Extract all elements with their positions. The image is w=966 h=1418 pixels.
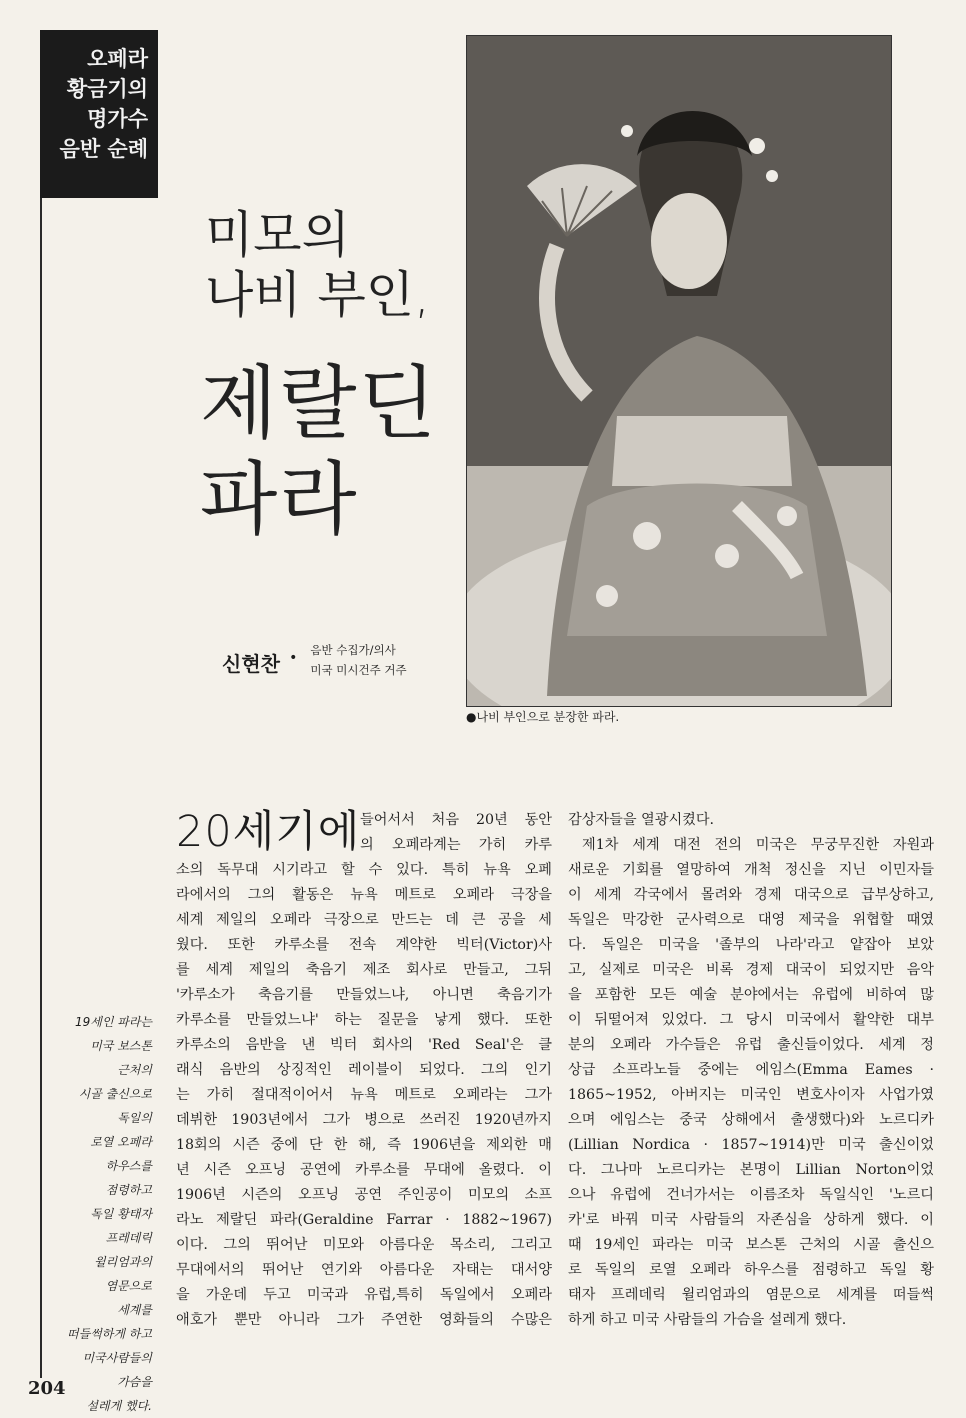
series-title-box: [40, 30, 158, 198]
pull-quote-line: 점령하고: [105, 1183, 152, 1197]
author-info: [310, 640, 406, 680]
text-line: 무대에서의 뛰어난 연기와 아름다운 자태는 대서양: [176, 1262, 552, 1278]
text-line: 년 시즌 오프닝 공연에 카루소를 무대에 올렸다. 이: [176, 1162, 552, 1178]
pull-quote-line: 세계를: [117, 1303, 152, 1317]
text-line: 때 19세인 파라는 미국 보스톤 근처의 시골 출신으: [568, 1237, 934, 1253]
text-line: 새로운 기회를 열망하여 개척 정신을 지닌 이민자들: [568, 862, 934, 878]
pull-quote-line: 로열 오페라: [90, 1135, 152, 1149]
text-line: 세계 제일의 오페라 극장으로 만드는 데 큰 공을 세: [176, 912, 552, 928]
article-dropcap: 20세기에: [176, 807, 361, 857]
pull-quote-line: 설레게 했다.: [86, 1399, 152, 1413]
text-line: 이 뒤떨어져 있었다. 그 당시 미국에서 활약한 대부: [568, 1012, 934, 1028]
author-role: 음반 수집가/의사: [310, 643, 396, 657]
text-line: 애호가 뿐만 아니라 그가 주연한 영화들의 수많은: [176, 1312, 552, 1328]
text-line: 이다. 그의 뛰어난 미모와 아름다운 목소리, 그리고: [176, 1237, 552, 1253]
article-column-1: [176, 858, 552, 1333]
text-line: 의 오페라계는 가히 카루: [360, 837, 552, 853]
pull-quote-line: 하우스를: [105, 1159, 152, 1173]
portrait-illustration: [467, 36, 891, 706]
text-line: 다. 독일은 미국을 '졸부의 나라'라고 얕잡아 보았: [568, 937, 934, 953]
pull-quote-line: 19세인 파라는: [74, 1015, 152, 1029]
text-line: 1865~1952, 아버지는 미국인 변호사이자 사업가였: [568, 1087, 934, 1103]
series-title-line: 명가수: [87, 107, 148, 131]
text-line: 하게 하고 미국 사람들의 가슴을 설레게 했다.: [568, 1312, 847, 1328]
pull-quote-line: 근처의: [117, 1063, 152, 1077]
title-name-line-2: 파라: [200, 453, 359, 546]
text-line: 카루소를 만들었느냐' 하는 질문을 낳게 했다. 또한: [176, 1012, 552, 1028]
text-line: 로 독일의 로열 오페라 하우스를 점령하고 독일 황: [568, 1262, 934, 1278]
text-line: 카루소의 음반을 낸 빅터 회사의 'Red Seal'은 클: [176, 1037, 552, 1053]
pull-quote-line: 미국 보스톤: [90, 1039, 152, 1053]
pull-quote-line: 떠들썩하게 하고: [67, 1327, 152, 1341]
text-line: 라에서의 그의 활동은 뉴욕 메트로 오페라 극장을: [176, 887, 552, 903]
text-line: 을 가운데 두고 미국과 유럽,특히 독일에서 오페라: [176, 1287, 552, 1303]
author-location: 미국 미시건주 거주: [310, 663, 407, 677]
text-line: 을 포함한 모든 예술 분야에서는 유럽에 비하여 많: [568, 987, 934, 1003]
author-byline: [222, 640, 407, 680]
text-line: 웠다. 또한 카루소를 전속 계약한 빅터(Victor)사: [176, 937, 552, 953]
series-title-line: 오페라: [87, 47, 148, 71]
portrait-photo: [466, 35, 892, 707]
title-line-1: 미모의: [205, 206, 350, 264]
series-title-line: 음반 순례: [59, 137, 148, 161]
text-line: (Lillian Nordica · 1857~1914)만 미국 출신이었: [568, 1137, 934, 1153]
text-line: 를 세계 제일의 축음기 제조 회사로 만들고, 그뒤: [176, 962, 552, 978]
text-line: 태자 프레데릭 윌리엄과의 염문으로 세계를 떠들썩: [568, 1287, 934, 1303]
page-number: 204: [28, 1378, 66, 1399]
pull-quote-line: 윌리엄과의: [94, 1255, 152, 1269]
pull-quote-line: 염문으로: [105, 1279, 152, 1293]
text-line: 데뷔한 1903년에서 그가 병으로 쓰러진 1920년까지: [176, 1112, 552, 1128]
article-column-1-intro: [360, 808, 552, 858]
text-line: 으며 에임스는 중국 상해에서 출생했다)와 노르디카: [568, 1112, 934, 1128]
author-name: 신현찬: [222, 652, 280, 676]
text-line: 제1차 세계 대전 전의 미국은 무궁무진한 자원과: [582, 837, 934, 853]
text-line: 는 가히 절대적이어서 뉴욕 메트로 오페라는 그가: [176, 1087, 552, 1103]
text-line: 18회의 시즌 중에 단 한 해, 즉 1906년을 제외한 매: [176, 1137, 552, 1153]
left-divider-rule: [40, 198, 42, 1378]
text-line: 라노 제랄딘 파라(Geraldine Farrar · 1882~1967): [176, 1212, 552, 1228]
text-line: 이 세계 각국에서 몰려와 경제 대국으로 급부상하고,: [568, 887, 934, 903]
text-line: 들어서서 처음 20년 동안: [360, 812, 552, 828]
series-title-line: 황금기의: [66, 77, 148, 101]
pull-quote-line: 시골 출신으로: [78, 1087, 152, 1101]
text-line: 고, 실제로 미국은 비록 경제 대국이 되었지만 음악: [568, 962, 934, 978]
text-line: 분의 오페라 가수들은 유럽 출신들이었다. 세계 정: [568, 1037, 934, 1053]
article-title-lead: [205, 205, 430, 325]
author-bullet: •: [289, 650, 298, 666]
title-line-2: 나비 부인,: [205, 266, 430, 324]
text-line: 감상자들을 열광시켰다.: [568, 812, 715, 828]
photo-caption: ●나비 부인으로 분장한 파라.: [466, 710, 620, 724]
text-line: 래식 음반의 상징적인 레이블이 되었다. 그의 인기: [176, 1062, 552, 1078]
text-line: '카루소가 축음기를 만들었느냐, 아니면 축음기가: [176, 987, 552, 1003]
pull-quote-sidebar: [48, 1010, 152, 1418]
text-line: 카'로 바꿔 미국 사람들의 자존심을 상하게 했다. 이: [568, 1212, 934, 1228]
text-line: 독일은 막강한 군사력으로 대영 제국을 위협할 때였: [568, 912, 934, 928]
article-title-name: [200, 356, 438, 548]
text-line: 소의 독무대 시기라고 할 수 있다. 특히 뉴욕 오페: [176, 862, 552, 878]
text-line: 으나 유럽에 건너가서는 이름조차 독일식인 '노르디: [568, 1187, 934, 1203]
pull-quote-line: 독일의: [117, 1111, 152, 1125]
pull-quote-line: 미국사람들의: [82, 1351, 152, 1365]
pull-quote-line: 독일 황태자: [90, 1207, 152, 1221]
pull-quote-line: 가슴을: [117, 1375, 152, 1389]
text-line: 상급 소프라노들 중에는 에임스(Emma Eames ·: [568, 1062, 934, 1078]
title-name-line-1: 제랄딘: [200, 357, 438, 450]
text-line: 다. 그나마 노르디카는 본명이 Lillian Norton이었: [568, 1162, 934, 1178]
pull-quote-line: 프레데릭: [105, 1231, 152, 1245]
text-line: 1906년 시즌의 오프닝 공연 주인공이 미모의 소프: [176, 1187, 552, 1203]
article-column-2: [568, 808, 934, 1333]
